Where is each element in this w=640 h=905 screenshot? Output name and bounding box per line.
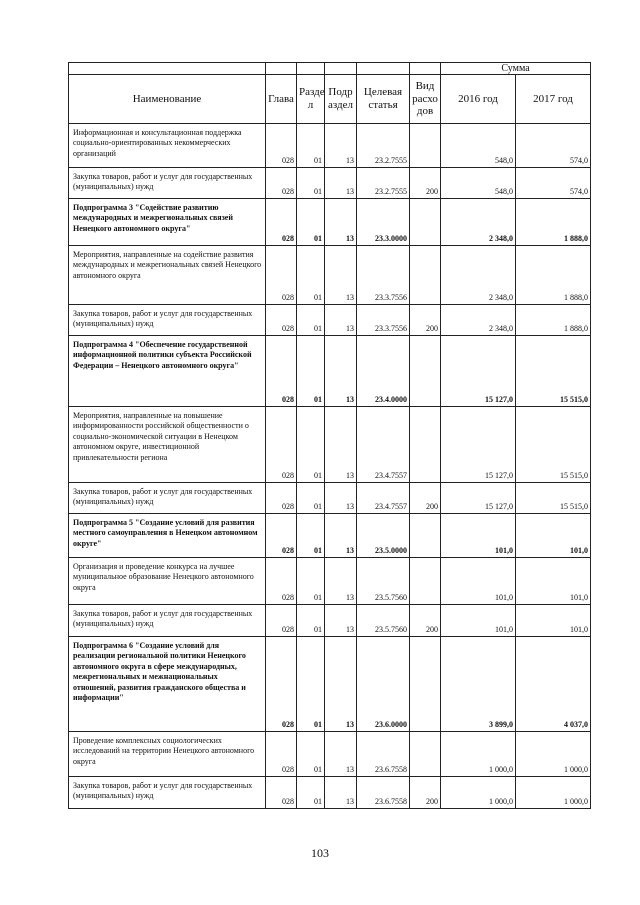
row-razdel: 01 [297, 514, 325, 558]
header-podrazdel: Подр аздел [325, 75, 357, 124]
table-row [69, 514, 591, 558]
row-vid [410, 199, 441, 246]
row-razdel: 01 [297, 246, 325, 305]
row-sum-2017: 15 515,0 [516, 407, 591, 483]
row-sum-2017: 574,0 [516, 124, 591, 168]
row-sum-2016: 15 127,0 [441, 483, 516, 514]
row-razdel: 01 [297, 305, 325, 336]
row-podrazdel: 13 [325, 407, 357, 483]
row-vid [410, 514, 441, 558]
row-sum-2016: 2 348,0 [441, 246, 516, 305]
row-vid [410, 336, 441, 407]
row-sum-2016: 101,0 [441, 605, 516, 637]
row-target: 23.6.7558 [357, 777, 410, 809]
row-sum-2017: 1 888,0 [516, 246, 591, 305]
table-row [69, 336, 591, 407]
row-glava: 028 [266, 124, 297, 168]
row-sum-2016: 1 000,0 [441, 732, 516, 777]
row-sum-2017: 1 888,0 [516, 199, 591, 246]
row-vid: 200 [410, 605, 441, 637]
header-top-blank [69, 63, 266, 75]
header-target: Целевая статья [357, 75, 410, 124]
row-razdel: 01 [297, 407, 325, 483]
row-target: 23.4.0000 [357, 336, 410, 407]
row-podrazdel: 13 [325, 483, 357, 514]
header-2016: 2016 год [441, 75, 516, 124]
row-sum-2017: 101,0 [516, 558, 591, 605]
row-sum-2017: 574,0 [516, 168, 591, 199]
table-row [69, 407, 591, 483]
row-target: 23.4.7557 [357, 483, 410, 514]
row-podrazdel: 13 [325, 124, 357, 168]
row-sum-2016: 2 348,0 [441, 305, 516, 336]
table-row [69, 305, 591, 336]
row-podrazdel: 13 [325, 336, 357, 407]
row-vid [410, 558, 441, 605]
table-row [69, 605, 591, 637]
row-target: 23.3.0000 [357, 199, 410, 246]
row-sum-2017: 101,0 [516, 514, 591, 558]
row-target: 23.2.7555 [357, 168, 410, 199]
row-glava: 028 [266, 777, 297, 809]
row-name: Закупка товаров, работ и услуг для государственных (муниципальных) нужд [69, 305, 266, 336]
row-vid [410, 407, 441, 483]
row-sum-2016: 15 127,0 [441, 336, 516, 407]
row-razdel: 01 [297, 637, 325, 732]
row-name: Проведение комплексных социологических исследований на территории Ненецкого автономного округа [69, 732, 266, 777]
row-sum-2016: 15 127,0 [441, 407, 516, 483]
row-name: Организация и проведение конкурса на лучшее муниципальное образование Ненецкого автономного округа [69, 558, 266, 605]
row-sum-2017: 1 000,0 [516, 732, 591, 777]
header-top-blank [266, 63, 297, 75]
header-sum-group: Сумма [441, 63, 591, 75]
row-podrazdel: 13 [325, 514, 357, 558]
row-target: 23.5.7560 [357, 605, 410, 637]
row-name: Информационная и консультационная поддержка социально-ориентированных некоммерческих организаций [69, 124, 266, 168]
row-name: Закупка товаров, работ и услуг для государственных (муниципальных) нужд [69, 777, 266, 809]
header-top-blank [297, 63, 325, 75]
row-vid: 200 [410, 777, 441, 809]
row-sum-2017: 15 515,0 [516, 483, 591, 514]
row-sum-2016: 1 000,0 [441, 777, 516, 809]
row-name: Закупка товаров, работ и услуг для государственных (муниципальных) нужд [69, 605, 266, 637]
row-sum-2017: 15 515,0 [516, 336, 591, 407]
row-name: Закупка товаров, работ и услуг для государственных (муниципальных) нужд [69, 168, 266, 199]
row-podrazdel: 13 [325, 637, 357, 732]
row-vid [410, 246, 441, 305]
row-vid: 200 [410, 168, 441, 199]
header-top-row [69, 63, 591, 75]
row-razdel: 01 [297, 558, 325, 605]
row-vid: 200 [410, 483, 441, 514]
row-glava: 028 [266, 407, 297, 483]
header-2017: 2017 год [516, 75, 591, 124]
row-podrazdel: 13 [325, 246, 357, 305]
table-row [69, 732, 591, 777]
row-razdel: 01 [297, 732, 325, 777]
row-sum-2017: 1 888,0 [516, 305, 591, 336]
row-target: 23.3.7556 [357, 305, 410, 336]
row-target: 23.2.7555 [357, 124, 410, 168]
row-glava: 028 [266, 168, 297, 199]
row-podrazdel: 13 [325, 305, 357, 336]
row-sum-2016: 548,0 [441, 168, 516, 199]
row-target: 23.3.7556 [357, 246, 410, 305]
row-razdel: 01 [297, 483, 325, 514]
header-name: Наименование [69, 75, 266, 124]
table-row [69, 124, 591, 168]
row-target: 23.5.0000 [357, 514, 410, 558]
header-top-blank [410, 63, 441, 75]
row-sum-2016: 2 348,0 [441, 199, 516, 246]
row-name: Закупка товаров, работ и услуг для государственных (муниципальных) нужд [69, 483, 266, 514]
row-vid [410, 732, 441, 777]
row-glava: 028 [266, 637, 297, 732]
row-glava: 028 [266, 514, 297, 558]
row-razdel: 01 [297, 199, 325, 246]
row-razdel: 01 [297, 605, 325, 637]
row-glava: 028 [266, 305, 297, 336]
row-glava: 028 [266, 732, 297, 777]
table-row [69, 483, 591, 514]
row-sum-2017: 4 037,0 [516, 637, 591, 732]
row-razdel: 01 [297, 336, 325, 407]
row-podrazdel: 13 [325, 777, 357, 809]
row-razdel: 01 [297, 124, 325, 168]
row-razdel: 01 [297, 168, 325, 199]
header-top-blank [325, 63, 357, 75]
table-body [69, 124, 591, 809]
row-glava: 028 [266, 199, 297, 246]
row-target: 23.6.7558 [357, 732, 410, 777]
row-glava: 028 [266, 246, 297, 305]
row-name: Мероприятия, направленные на повышение информированности российской общественности о социально-экономической ситуации в Ненецком автономном округе, инвестиционной привлекательности региона [69, 407, 266, 483]
header-top-blank [357, 63, 410, 75]
row-vid: 200 [410, 305, 441, 336]
row-sum-2016: 3 899,0 [441, 637, 516, 732]
table-row [69, 558, 591, 605]
table-row [69, 168, 591, 199]
row-podrazdel: 13 [325, 199, 357, 246]
row-name: Подпрограмма 3 "Содействие развитию международных и межрегиональных связей Ненецкого автономного округа" [69, 199, 266, 246]
header-main-row [69, 75, 591, 124]
row-name: Подпрограмма 5 "Создание условий для развития местного самоуправления в Ненецком автономном округе" [69, 514, 266, 558]
row-glava: 028 [266, 336, 297, 407]
row-target: 23.4.7557 [357, 407, 410, 483]
budget-table [68, 62, 591, 809]
row-vid [410, 124, 441, 168]
row-razdel: 01 [297, 777, 325, 809]
row-podrazdel: 13 [325, 168, 357, 199]
row-podrazdel: 13 [325, 558, 357, 605]
table-row [69, 637, 591, 732]
page-number: 103 [311, 846, 329, 860]
table-row [69, 246, 591, 305]
row-name: Подпрограмма 4 "Обеспечение государственной информационной политики субъекта Российской Федерации – Ненецкого автономного округа" [69, 336, 266, 407]
row-podrazdel: 13 [325, 732, 357, 777]
row-sum-2016: 101,0 [441, 514, 516, 558]
header-razdel: Разде л [297, 75, 325, 124]
row-sum-2017: 101,0 [516, 605, 591, 637]
row-sum-2016: 101,0 [441, 558, 516, 605]
row-vid [410, 637, 441, 732]
row-podrazdel: 13 [325, 605, 357, 637]
row-glava: 028 [266, 558, 297, 605]
row-target: 23.5.7560 [357, 558, 410, 605]
header-vid: Вид расхо дов [410, 75, 441, 124]
row-name: Мероприятия, направленные на содействие развития международных и межрегиональных связей Ненецкого автономного округа [69, 246, 266, 305]
row-glava: 028 [266, 483, 297, 514]
row-glava: 028 [266, 605, 297, 637]
header-glava: Глава [266, 75, 297, 124]
table-row [69, 777, 591, 809]
table-row [69, 199, 591, 246]
row-target: 23.6.0000 [357, 637, 410, 732]
row-name: Подпрограмма 6 "Создание условий для реализации региональной политики Ненецкого автономного округа в сфере международных, межрегиональных и межнациональных отношений, развития гражданского общества и информации" [69, 637, 266, 732]
row-sum-2017: 1 000,0 [516, 777, 591, 809]
row-sum-2016: 548,0 [441, 124, 516, 168]
